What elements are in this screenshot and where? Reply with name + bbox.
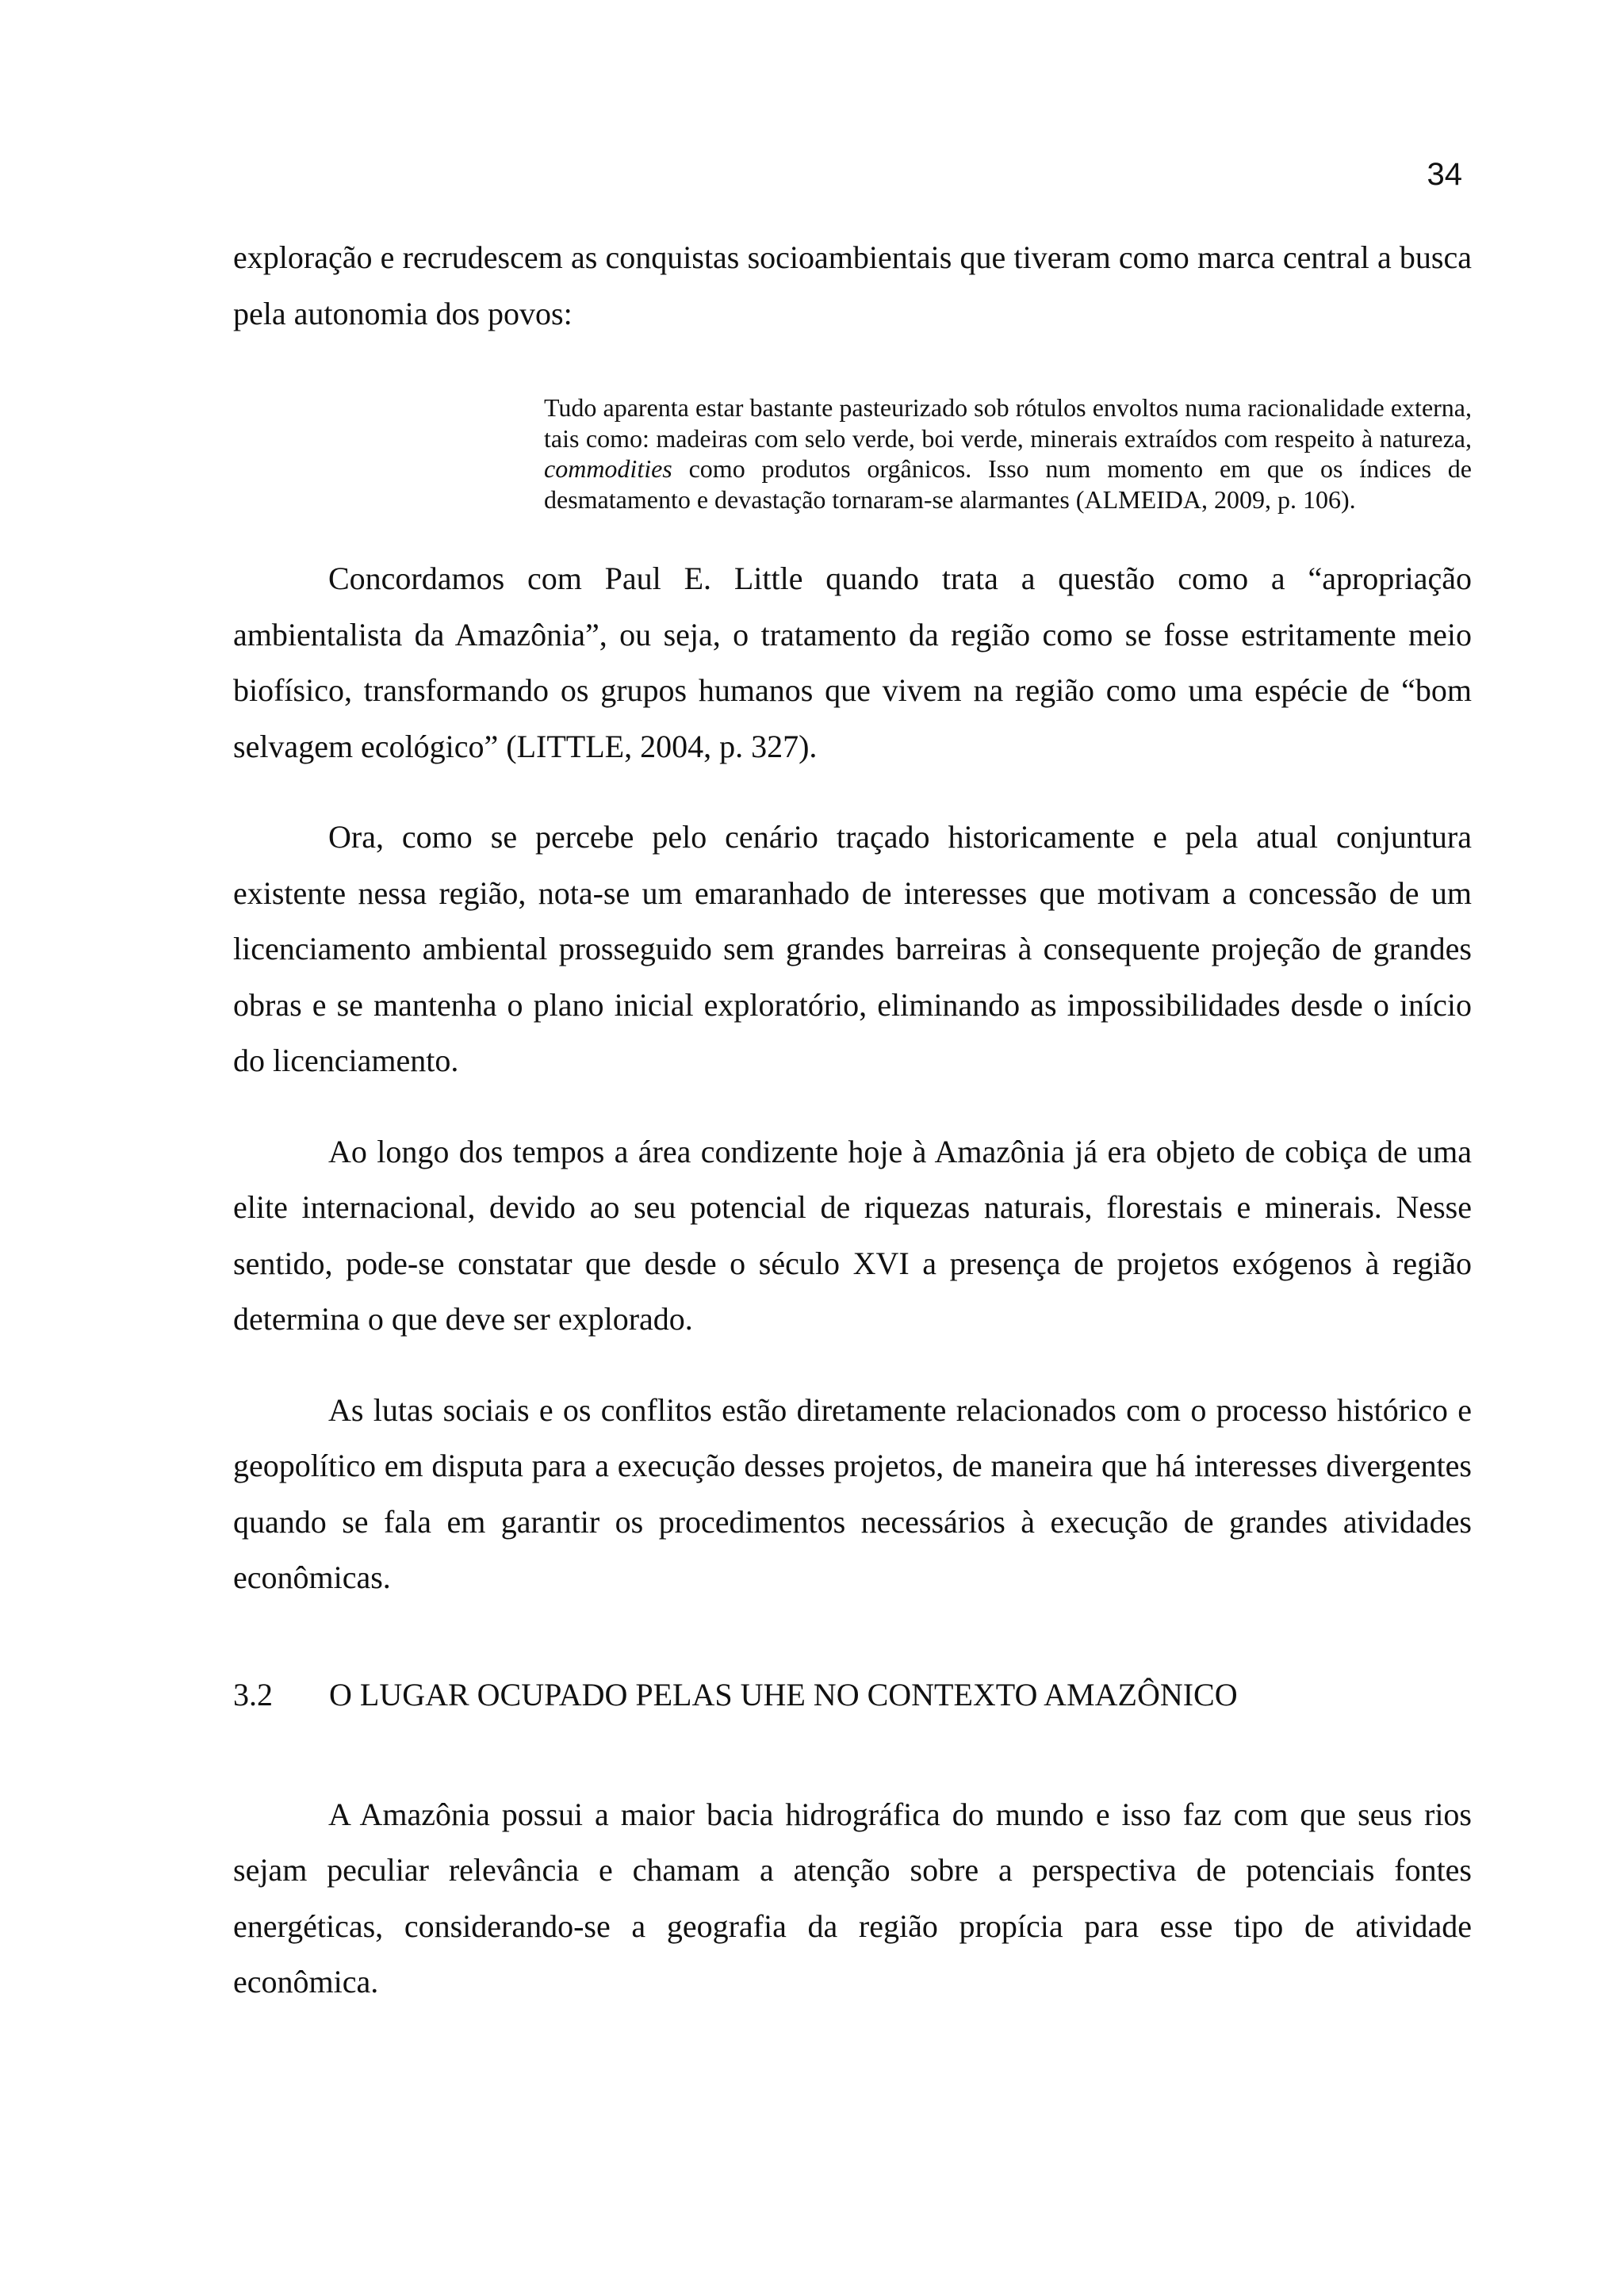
block-quote-text-2: como produtos orgânicos. Isso num momento em que os índices de desmatamento e devastação tornaram-se alarmantes (ALMEIDA, 2009, p. 106). <box>544 454 1472 514</box>
paragraph-cobica: Ao longo dos tempos a área condizente hoje à Amazônia já era objeto de cobiça de uma elite internacional, devido ao seu potencial de riquezas naturais, florestais e minerais. Nesse sentido, pode-se constatar que desde o século XVI a presença de projetos exógenos à região determina o que deve ser explorado. <box>233 1133 1472 1337</box>
paragraph-little: Concordamos com Paul E. Little quando trata a questão como a “apropriação ambientalista da Amazônia”, ou seja, o tratamento da região como se fosse estritamente meio biofísico, transformando os grupos humanos que vivem na região como uma espécie de “bom selvagem ecológico” (LITTLE, 2004, p. 327). <box>233 561 1472 764</box>
section-number: 3.2 <box>233 1676 273 1712</box>
paragraph-cenario: Ora, como se percebe pelo cenário traçado historicamente e pela atual conjuntura existente nessa região, nota-se um emaranhado de interesses que motivam a concessão de um licenciamento ambiental prosseguido sem grandes barreiras à consequente projeção de grandes obras e se mantenha o plano inicial exploratório, eliminando as impossibilidades desde o início do licenciamento. <box>233 819 1472 1078</box>
block-quote-text-1: Tudo aparenta estar bastante pasteurizado sob rótulos envoltos numa racionalidade externa, tais como: madeiras com selo verde, boi verde, minerais extraídos com respeito à natureza, <box>544 393 1472 453</box>
intro-paragraph: exploração e recrudescem as conquistas socioambientais que tiveram como marca central a busca pela autonomia dos povos: <box>233 239 1472 331</box>
document-body <box>233 230 1472 2011</box>
paragraph-amazonia: A Amazônia possui a maior bacia hidrográfica do mundo e isso faz com que seus rios sejam peculiar relevância e chamam a atenção sobre a perspectiva de potenciais fontes energéticas, considerando-se a geografia da região propícia para esse tipo de atividade econômica. <box>233 1796 1472 1999</box>
section-heading <box>233 1676 1472 1714</box>
block-quote-italic-term: commodities <box>544 454 672 483</box>
paragraph-lutas: As lutas sociais e os conflitos estão diretamente relacionados com o processo histórico e geopolítico em disputa para a execução desses projetos, de maneira que há interesses divergentes quando se fala em garantir os procedimentos necessários à execução de grandes atividades econômicas. <box>233 1391 1472 1595</box>
block-quote <box>544 392 1472 515</box>
section-title: O LUGAR OCUPADO PELAS UHE NO CONTEXTO AMAZÔNICO <box>329 1676 1238 1712</box>
page-number: 34 <box>1427 157 1462 192</box>
